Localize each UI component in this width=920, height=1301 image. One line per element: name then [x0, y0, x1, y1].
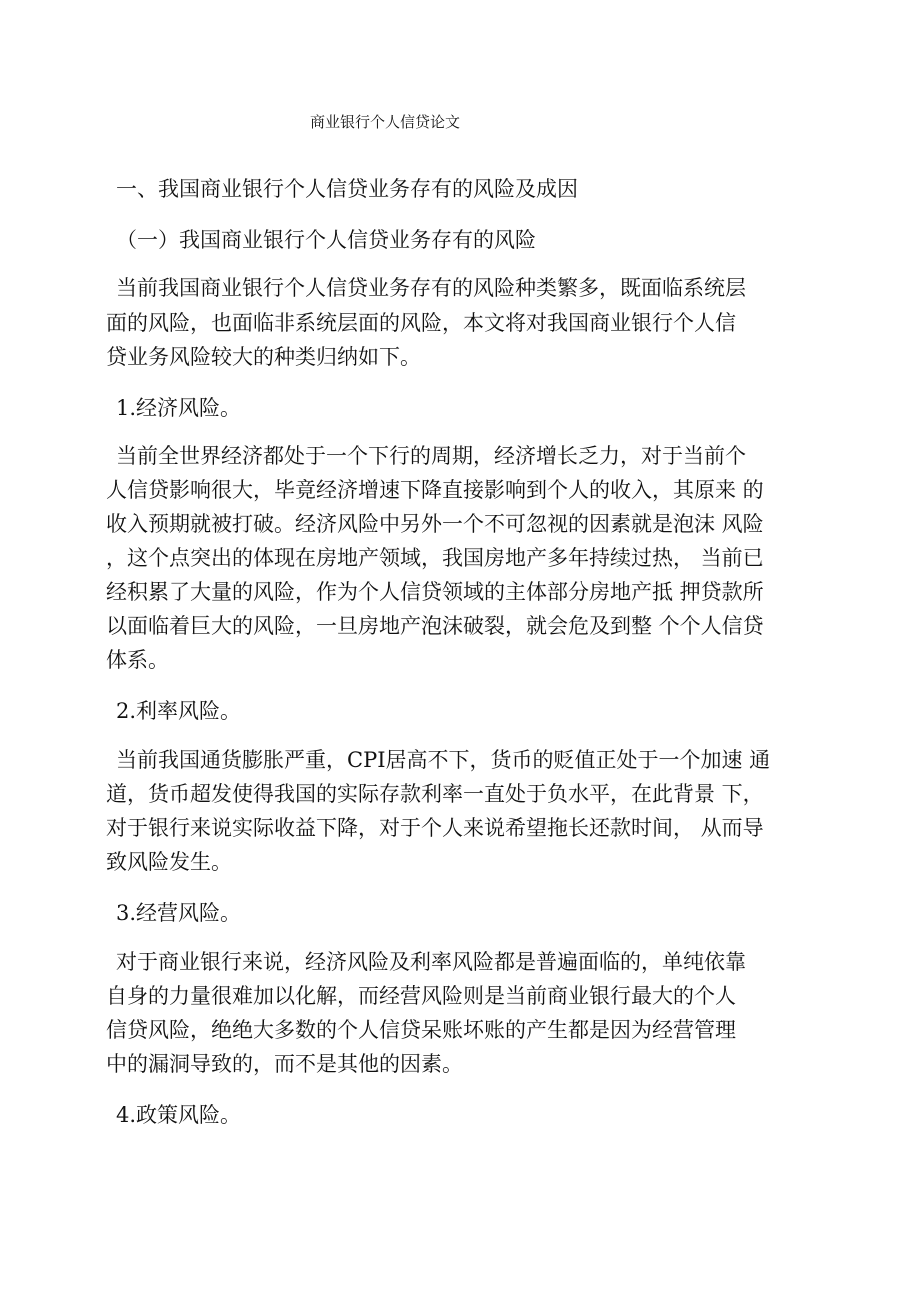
risk-heading-operational: 3.经营风险。: [116, 901, 242, 925]
risk-heading-economic: 1.经济风险。: [116, 396, 242, 420]
operational-risk-line: 自身的力量很难加以化解，而经营风险则是当前商业银行最大的个人: [106, 984, 736, 1008]
intro-line: 当前我国商业银行个人信贷业务存有的风险种类繁多，既面临系统层: [116, 276, 746, 300]
operational-risk-line: 信贷风险，绝绝大多数的个人信贷呆账坏账的产生都是因为经营管理: [106, 1018, 736, 1042]
interest-risk-line: 致风险发生。: [106, 850, 232, 874]
interest-risk-line: 道，货币超发使得我国的实际存款利率一直处于负水平，在此背景 下，: [106, 782, 764, 806]
economic-risk-line: 人信贷影响很大，毕竟经济增速下降直接影响到个人的收入，其原来 的: [106, 478, 764, 502]
operational-risk-line: 对于商业银行来说，经济风险及利率风险都是普遍面临的，单纯依靠: [116, 950, 746, 974]
risk-heading-interest: 2.利率风险。: [116, 699, 242, 723]
risk-heading-policy: 4.政策风险。: [116, 1103, 242, 1127]
economic-risk-line: ，这个点突出的体现在房地产领域，我国房地产多年持续过热， 当前已: [106, 546, 764, 570]
intro-line: 面的风险，也面临非系统层面的风险，本文将对我国商业银行个人信: [106, 311, 736, 335]
interest-risk-line: 当前我国通货膨胀严重，CPI居高不下，货币的贬值正处于一个加速 通: [116, 748, 771, 772]
interest-risk-line: 对于银行来说实际收益下降，对于个人来说希望拖长还款时间， 从而导: [106, 816, 764, 840]
intro-line: 贷业务风险较大的种类归纳如下。: [106, 345, 421, 369]
section-heading: 一、我国商业银行个人信贷业务存有的风险及成因: [116, 177, 578, 201]
economic-risk-line: 当前全世界经济都处于一个下行的周期，经济增长乏力，对于当前个: [116, 444, 746, 468]
economic-risk-line: 体系。: [106, 648, 169, 672]
document-title: 商业银行个人信贷论文: [310, 113, 461, 131]
economic-risk-line: 经积累了大量的风险，作为个人信贷领域的主体部分房地产抵 押贷款所: [106, 580, 764, 604]
economic-risk-line: 收入预期就被打破。经济风险中另外一个不可忽视的因素就是泡沫 风险: [106, 512, 764, 536]
subsection-heading: （一）我国商业银行个人信贷业务存有的风险: [116, 228, 536, 252]
economic-risk-line: 以面临着巨大的风险，一旦房地产泡沫破裂，就会危及到整 个个人信贷: [106, 614, 764, 638]
operational-risk-line: 中的漏洞导致的，而不是其他的因素。: [106, 1052, 463, 1076]
